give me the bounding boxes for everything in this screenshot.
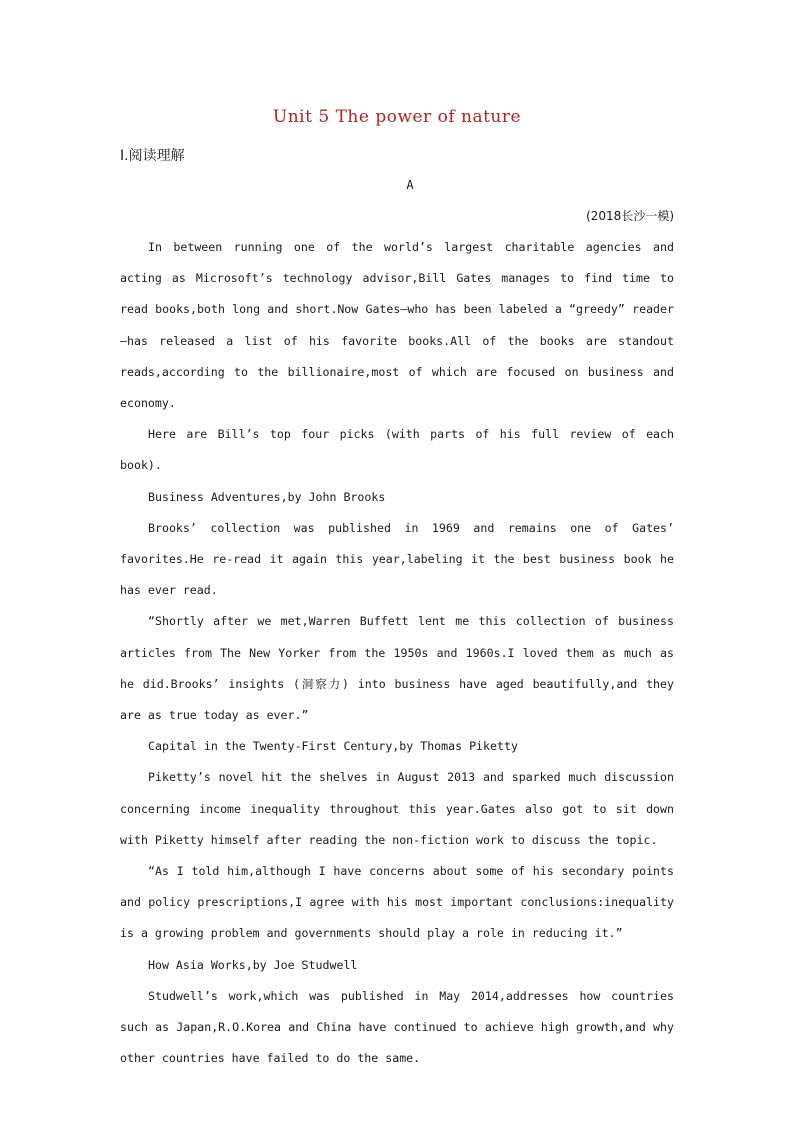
unit-title: Unit 5 The power of nature: [272, 107, 522, 127]
paragraph-piketty-quote: “As I told him,although I have concerns about some of his secondary points and policy prescriptions,I agree with his most important conclusions:inequality is a growing problem and governments should play a role in reducing it.”: [120, 864, 674, 941]
paragraph-piketty-summary: Piketty’s novel hit the shelves in August 2013 and sparked much discussion concerning income inequality throughout this year.Gates also got to sit down with Piketty himself after reading the non-fiction work to discuss the topic.: [120, 770, 674, 847]
book-heading-business-adventures: Business Adventures,by John Brooks: [148, 489, 386, 504]
paragraph-studwell-summary: Studwell’s work,which was published in May 2014,addresses how countries such as Japan,R.O.Korea and China have continued to achieve high growth,and why other countries have failed to do the same.: [120, 988, 674, 1066]
book-heading-how-asia-works: How Asia Works,by Joe Studwell: [148, 957, 358, 972]
paragraph-brooks-quote: “Shortly after we met,Warren Buffett lent me this collection of business articles from The New Yorker from the 1950s and 1960s.I loved them as much as he did.Brooks’ insights (洞察力) into business have aged beautifully,and they are as true today as ever.”: [120, 614, 674, 723]
paragraph-brooks-summary: Brooks’ collection was published in 1969 and remains one of Gates’ favorites.He re-read it again this year,labeling it the best business book he has ever read.: [120, 520, 674, 598]
section-heading: Ⅰ.阅读理解: [120, 148, 185, 164]
paragraph-intro: In between running one of the world’s largest charitable agencies and acting as Microsoft’s technology advisor,Bill Gates manages to find time to read books,both long and short.Now Gates—who has been labeled a “greedy” reader—has released a list of his favorite books.All of the books are standout reads,according to the billionaire,most of which are focused on business and economy.: [120, 240, 674, 411]
passage-body: [120, 232, 674, 1074]
source-note: (2018长沙一模): [586, 209, 674, 223]
passage-label: A: [406, 178, 414, 192]
book-heading-capital: Capital in the Twenty-First Century,by Thomas Piketty: [148, 739, 518, 754]
paragraph-picks-intro: Here are Bill’s top four picks (with parts of his full review of each book).: [120, 427, 674, 473]
